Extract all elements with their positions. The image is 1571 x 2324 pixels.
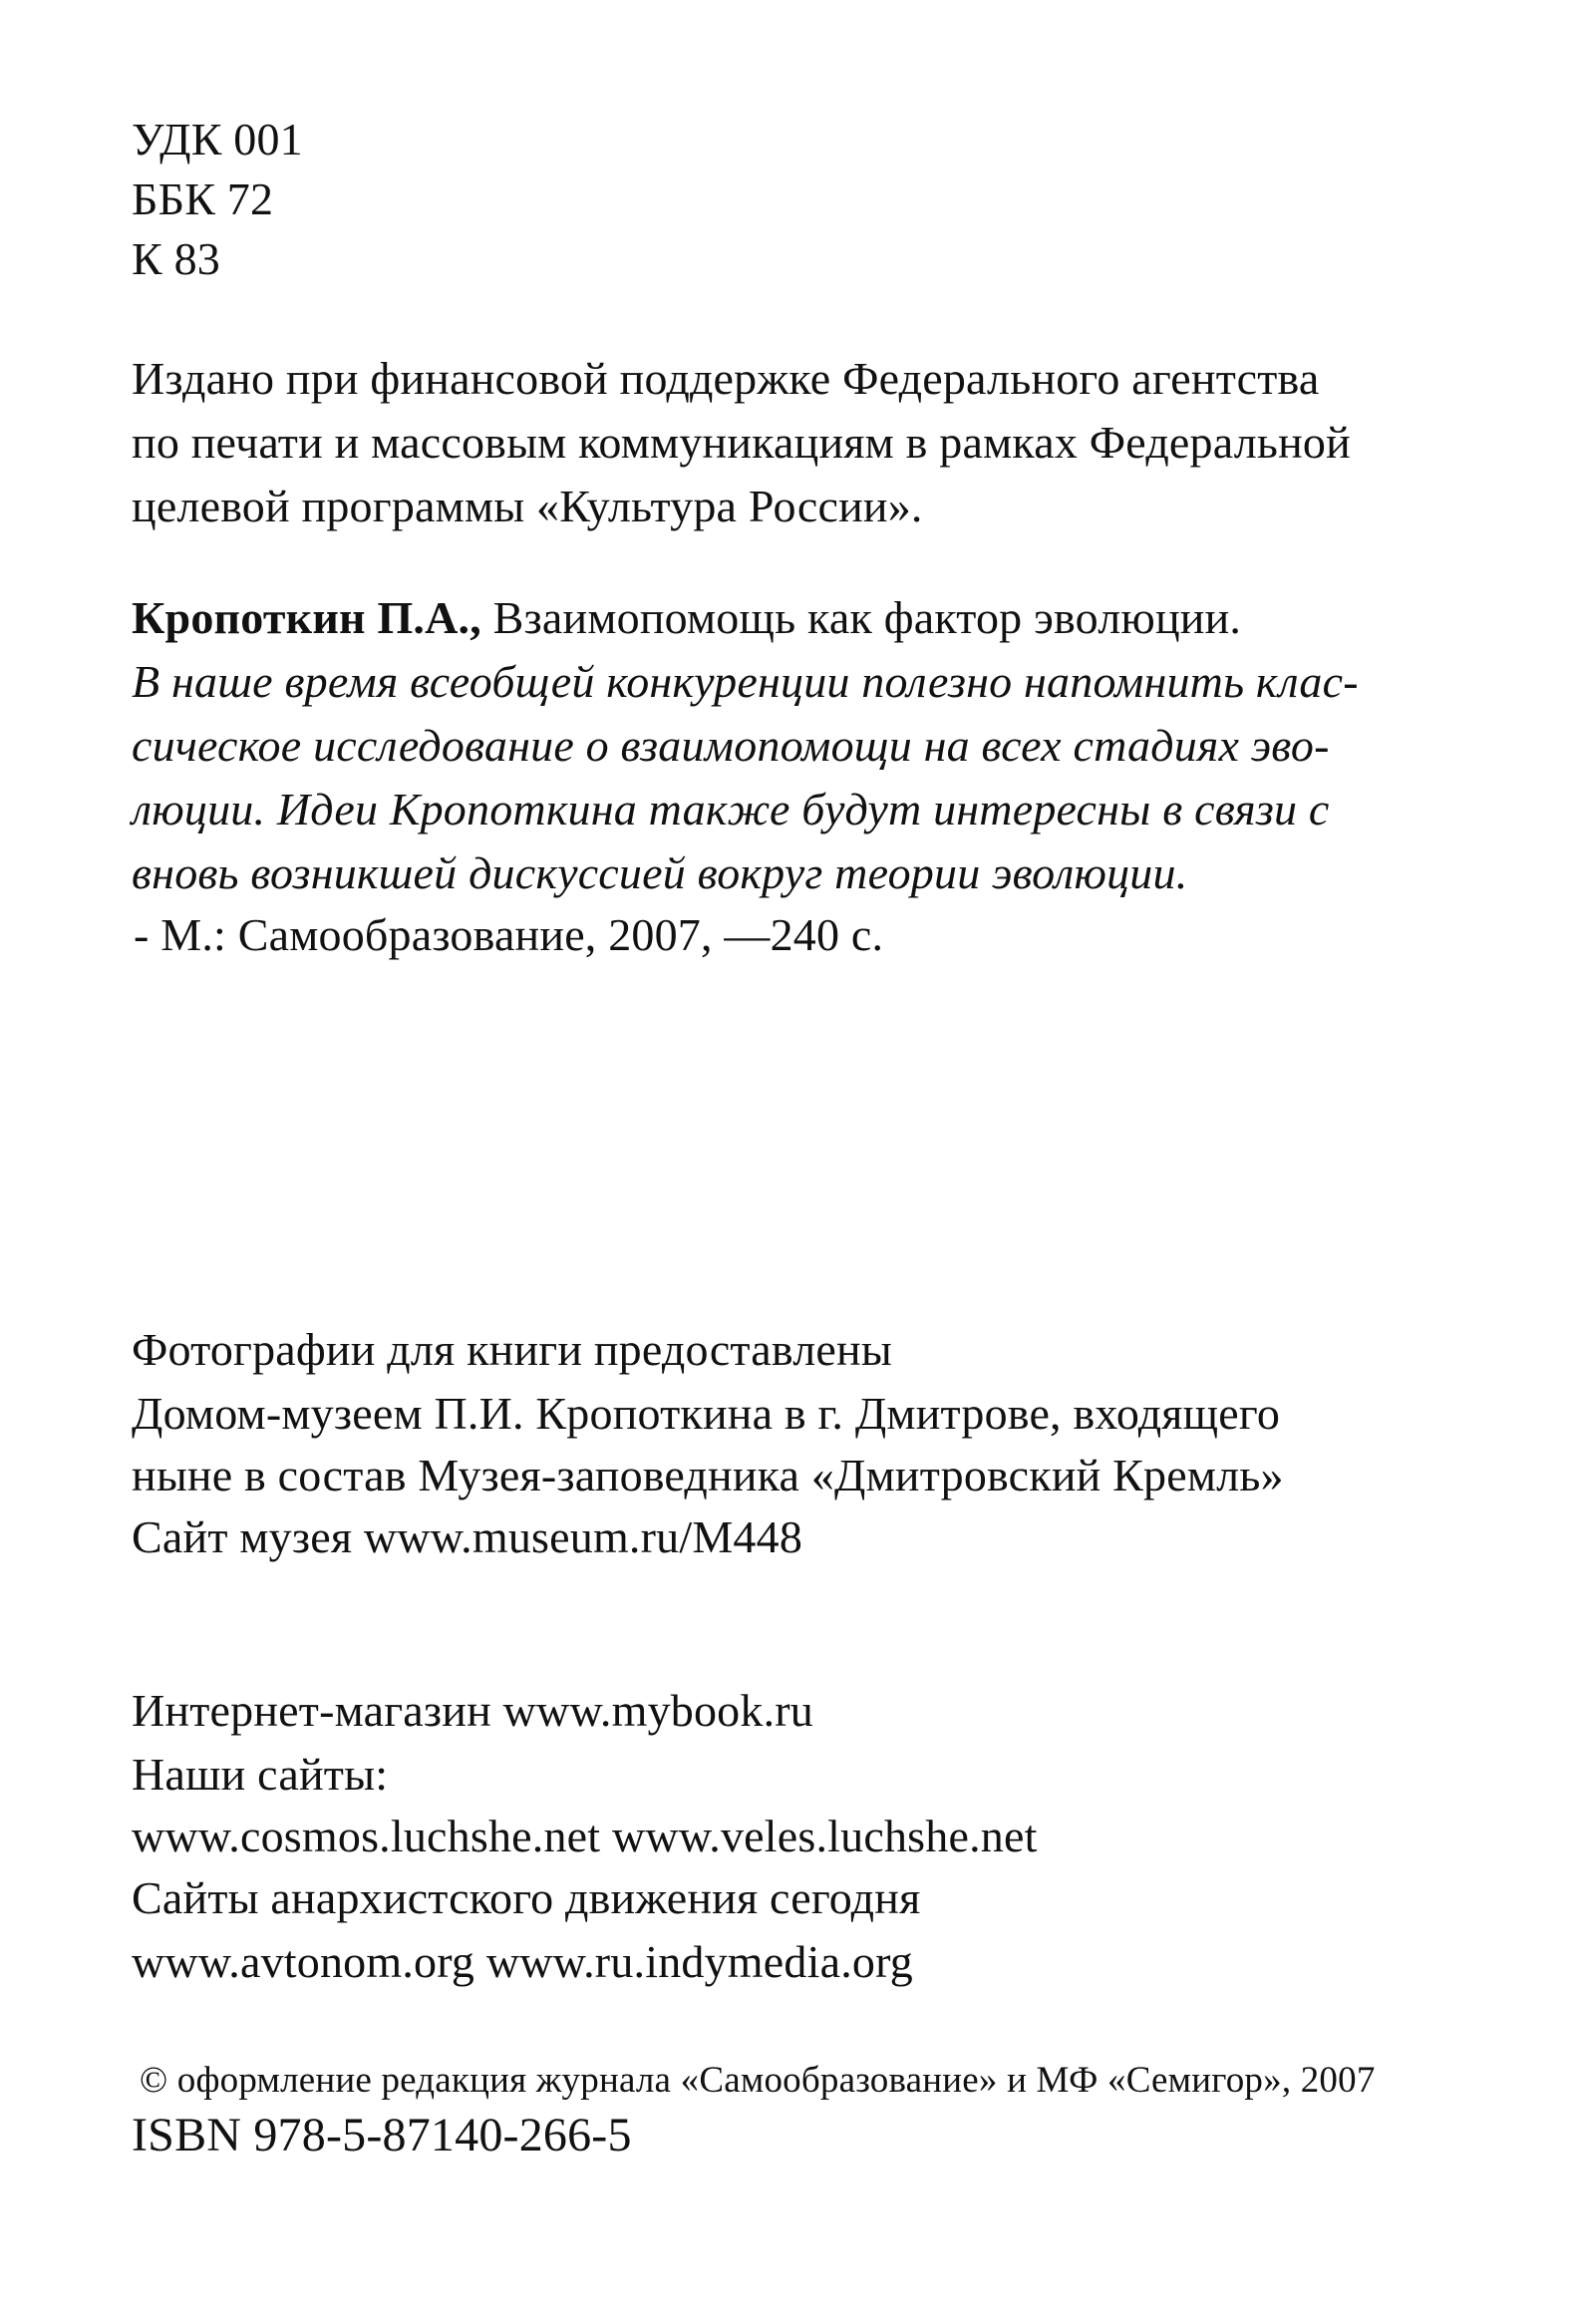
annotation-line: сическое исследование о взаимопомощи на всех стадиях эво- [132,720,1330,771]
online-shop-line: Интернет-магазин www.mybook.ru [132,1685,813,1736]
photo-credits-line: Фотографии для книги предоставлены [132,1324,892,1375]
support-notice-line: по печати и массовым коммуникациям в рамках Федеральной [132,417,1351,468]
imprint-line: - М.: Самообразование, 2007, —240 с. [134,909,884,960]
support-notice-line: Издано при финансовой поддержке Федерального агентства [132,353,1320,404]
our-sites-heading: Наши сайты: [132,1749,389,1800]
annotation-line: вновь возникшей дискуссией вокруг теории эволюции. [132,847,1188,898]
annotation-line: люции. Идеи Кропоткина также будут интересны в связи с [132,784,1330,834]
copyright-line: © оформление редакция журнала «Самообразование» и МФ «Семигор», 2007 [140,2060,1376,2101]
author-name: Кропоткин П.А., [132,592,481,643]
bbk-code: ББК 72 [132,173,274,224]
bibliographic-entry [132,590,1241,646]
photo-credits-line: ныне в состав Музея-заповедника «Дмитровский Кремль» [132,1450,1284,1500]
isbn-line: ISBN 978-5-87140-266-5 [132,2109,632,2161]
museum-site-line: Сайт музея www.museum.ru/M448 [132,1511,803,1562]
udk-code: УДК 001 [132,114,303,165]
author-mark: К 83 [132,233,220,284]
our-sites-links: www.cosmos.luchshe.net www.veles.luchshe.net [132,1811,1038,1861]
annotation-line: В наше время всеобщей конкуренции полезно напомнить клас- [132,656,1359,707]
anarchist-sites-links: www.avtonom.org www.ru.indymedia.org [132,1936,913,1987]
book-title: Взаимопомощь как фактор эволюции. [480,592,1242,643]
support-notice-line: целевой программы «Культура России». [132,481,923,531]
photo-credits-line: Домом-музеем П.И. Кропоткина в г. Дмитрове, входящего [132,1388,1281,1439]
anarchist-sites-heading: Сайты анархистского движения сегодня [132,1872,921,1923]
